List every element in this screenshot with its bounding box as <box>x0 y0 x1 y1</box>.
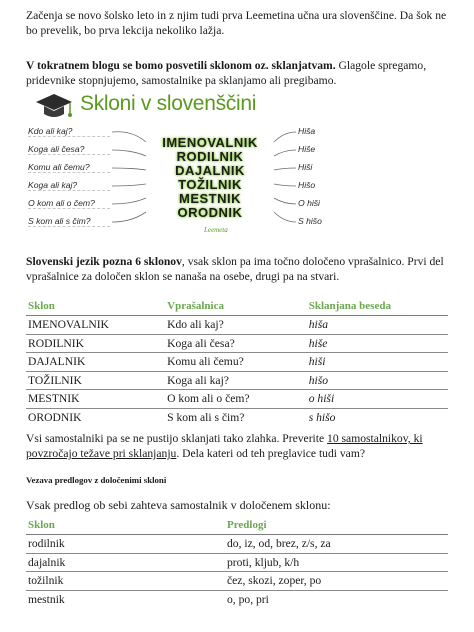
column-header: Sklon <box>26 516 225 535</box>
cases-infographic <box>22 88 370 240</box>
table-cell: Koga ali česa? <box>165 334 307 353</box>
cases-count-bold: Slovenski jezik pozna 6 sklonov <box>26 255 182 268</box>
infographic-question: Kdo ali kaj? <box>28 126 110 137</box>
table-cell: IMENOVALNIK <box>26 316 165 335</box>
problem-nouns-paragraph <box>26 431 454 461</box>
table-cell: do, iz, od, brez, z/s, za <box>225 535 448 554</box>
infographic-case: RODILNIK <box>176 149 244 164</box>
problem-nouns-text-a: Vsi samostalniki pa se ne pustijo sklanjati tako zlahka. Preverite <box>26 432 328 445</box>
infographic-answer: Hiše <box>298 144 316 154</box>
infographic-answer: O hiši <box>298 198 320 208</box>
table-cell: MESTNIK <box>26 390 165 409</box>
table-row <box>26 334 448 353</box>
leemeta-logo: Leemeta <box>204 226 228 234</box>
table-row <box>26 390 448 409</box>
infographic-case: ORODNIK <box>177 205 243 220</box>
infographic-answer: Hiša <box>298 126 316 136</box>
problem-nouns-link[interactable]: 10 samostalnikov, ki povzročajo težave pri sklanjanju <box>26 432 423 460</box>
table-cell: hiša <box>307 316 448 335</box>
table-cell: s hišo <box>307 408 448 426</box>
table-header-row <box>26 297 448 316</box>
table-cell: Komu ali čemu? <box>165 353 307 372</box>
infographic-answer: S hišo <box>298 216 322 226</box>
table-row <box>26 316 448 335</box>
column-header: Sklanjana beseda <box>307 297 448 316</box>
table-cell: Kdo ali kaj? <box>165 316 307 335</box>
prepositions-intro: Vsak predlog ob sebi zahteva samostalnik v določenem sklonu: <box>26 498 331 512</box>
table-cell: hiše <box>307 334 448 353</box>
table-cell: ORODNIK <box>26 408 165 426</box>
table-row <box>26 371 448 390</box>
table-cell: hišo <box>307 371 448 390</box>
cases-count-rest: , vsak sklon pa ima točno določeno vprašalnico. Prvi del vprašalnice za določen sklon se nanaša na osebe, drugi pa na stvari. <box>26 255 444 283</box>
infographic-answer: Hiši <box>298 162 313 172</box>
blog-topic-paragraph <box>26 58 454 88</box>
table-cell: čez, skozi, zoper, po <box>225 572 448 591</box>
table-header-row <box>26 516 448 535</box>
infographic-case: MESTNIK <box>179 191 241 206</box>
table-cell: dajalnik <box>26 553 225 572</box>
table-cell: Koga ali kaj? <box>165 371 307 390</box>
infographic-title: Skloni v slovenščini <box>80 92 257 115</box>
infographic-question: Koga ali kaj? <box>28 180 110 191</box>
table-cell: proti, kljub, k/h <box>225 553 448 572</box>
cases-count-paragraph <box>26 254 454 284</box>
infographic-answer: Hišo <box>298 180 316 190</box>
infographic-question: O kom ali o čem? <box>28 198 110 209</box>
column-header: Predlogi <box>225 516 448 535</box>
table-cell: RODILNIK <box>26 334 165 353</box>
intro-paragraph: Začenja se novo šolsko leto in z njim tudi prva Leemetina učna ura slovenščine. Da šok ne bo prevelik, bo prva lekcija nekoliko lažja. <box>26 9 447 37</box>
table-cell: DAJALNIK <box>26 353 165 372</box>
column-header: Sklon <box>26 297 165 316</box>
infographic-case: IMENOVALNIK <box>162 135 258 150</box>
table-cell: O kom ali o čem? <box>165 390 307 409</box>
table-row <box>26 553 448 572</box>
table-cell: TOŽILNIK <box>26 371 165 390</box>
blog-topic-bold: V tokratnem blogu se bomo posvetili sklonom oz. sklanjatvam. <box>26 59 336 72</box>
table-cell: hiši <box>307 353 448 372</box>
infographic-case: DAJALNIK <box>175 163 245 178</box>
table-row <box>26 535 448 554</box>
table-cell: S kom ali s čim? <box>165 408 307 426</box>
table-row <box>26 353 448 372</box>
blog-topic-rest: Glagole spregamo, pridevnike stopnjujemo, samostalnike pa sklanjamo ali pregibamo. <box>26 59 427 87</box>
table-row <box>26 408 448 426</box>
prepositions-heading: Vezava predlogov z določenimi skloni <box>26 475 167 485</box>
table-cell: mestnik <box>28 592 65 606</box>
column-header: Vprašalnica <box>165 297 307 316</box>
infographic-case: TOŽILNIK <box>178 177 242 192</box>
table-cell: rodilnik <box>26 535 225 554</box>
table-cell: o hiši <box>307 390 448 409</box>
table-cell: tožilnik <box>26 572 225 591</box>
table-cell: o, po, pri <box>227 592 269 606</box>
table-row <box>26 572 448 591</box>
infographic-question: Komu ali čemu? <box>28 162 110 173</box>
table-row <box>26 590 448 608</box>
problem-nouns-text-b: . Dela kateri od teh preglavice tudi vam? <box>176 447 365 460</box>
prepositions-table <box>26 516 448 608</box>
infographic-question: S kom ali s čim? <box>28 216 110 227</box>
infographic-question: Koga ali česa? <box>28 144 110 155</box>
cases-table <box>26 297 448 426</box>
